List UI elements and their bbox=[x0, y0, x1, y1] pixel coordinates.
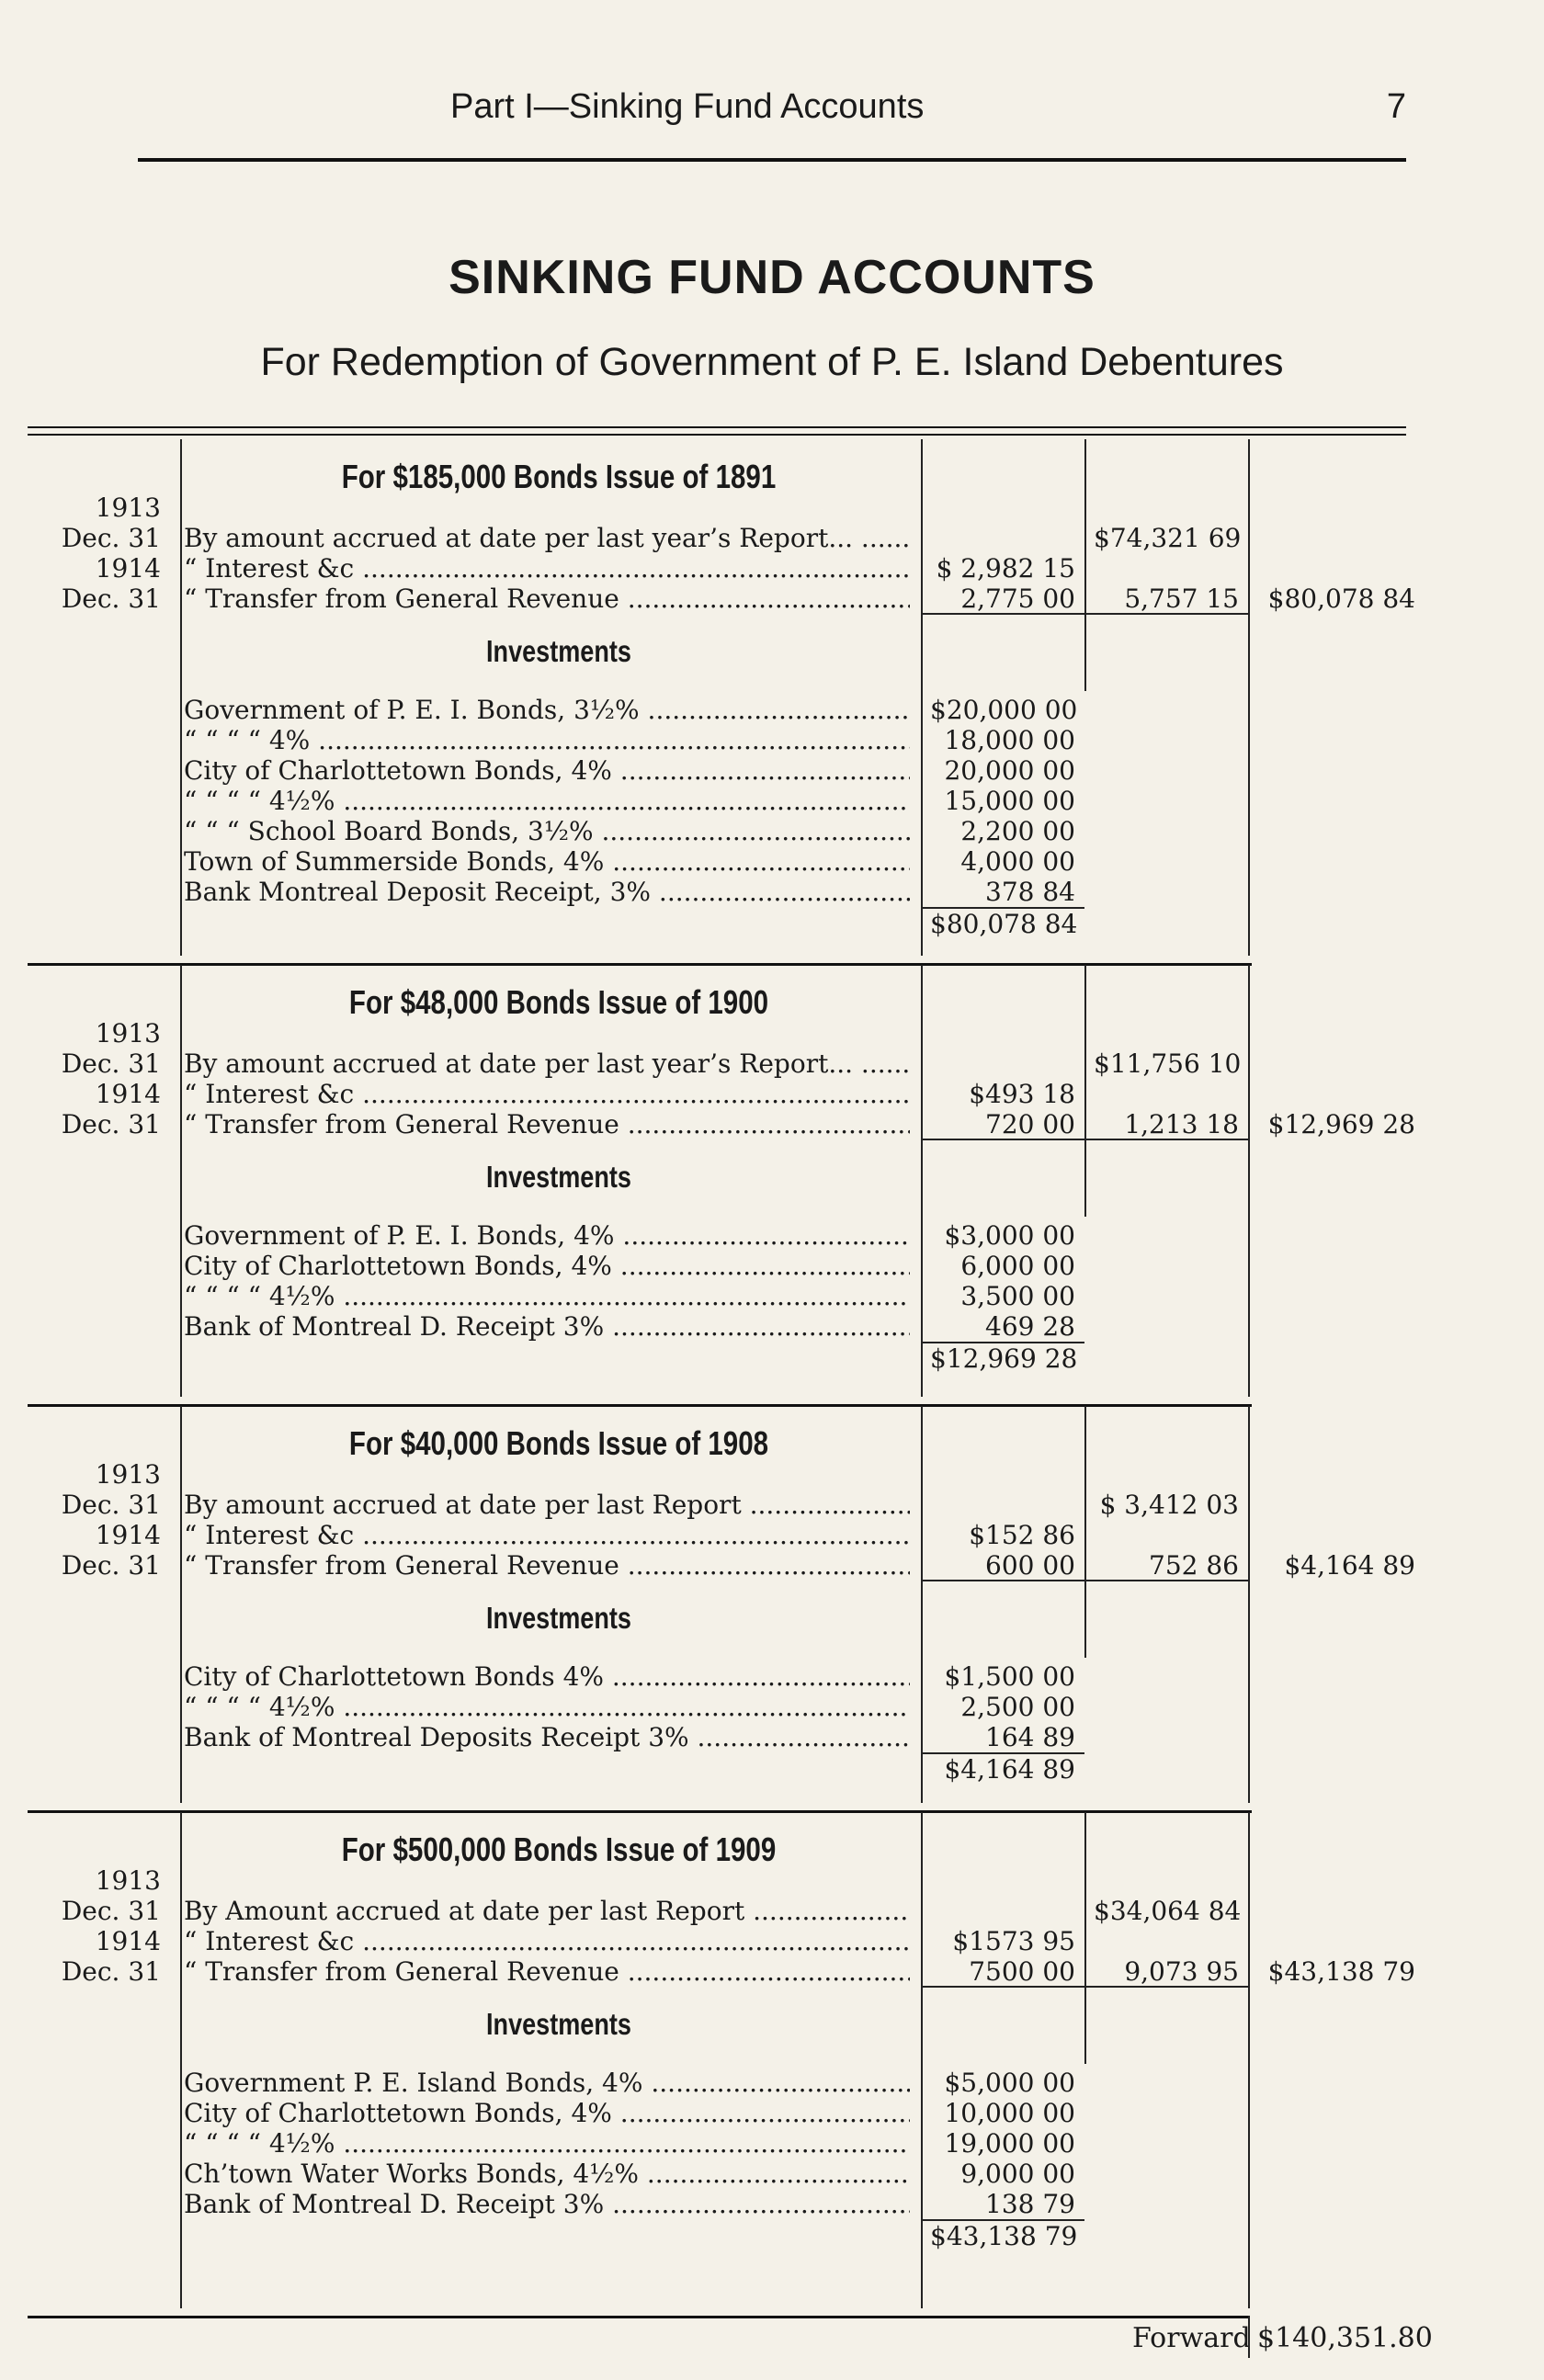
section-heading: For $40,000 Bonds Issue of 1908 bbox=[348, 1424, 769, 1462]
investment-description-text: “ “ “ “ 4½% bbox=[184, 2128, 335, 2159]
investment-amount: 3,500 00 bbox=[960, 1281, 1075, 1311]
leader-dots bbox=[310, 725, 910, 755]
investment-row bbox=[0, 2159, 1103, 2189]
entry-description bbox=[184, 1956, 910, 1987]
leader-dots bbox=[354, 553, 910, 584]
leader-dots bbox=[604, 1311, 910, 1342]
entry-description-text: “ Transfer from General Revenue bbox=[184, 1109, 619, 1139]
entry-description bbox=[184, 523, 910, 553]
investment-description bbox=[184, 1692, 910, 1722]
amount-col3: $80,078 84 bbox=[1267, 584, 1415, 614]
investment-description bbox=[184, 2159, 910, 2189]
amount-col3 bbox=[1257, 1520, 1415, 1550]
amount-col1: 600 00 bbox=[985, 1550, 1075, 1581]
entry-description-text: “ Interest &c bbox=[184, 1926, 355, 1956]
amount-col1: $1573 95 bbox=[952, 1926, 1075, 1956]
entry-description-text: “ Interest &c bbox=[184, 1520, 355, 1550]
amount-col1: $493 18 bbox=[969, 1079, 1075, 1109]
title-rule bbox=[28, 426, 1406, 428]
entry-date: 1914 bbox=[95, 1079, 161, 1109]
investment-amount: 6,000 00 bbox=[960, 1251, 1075, 1281]
investments-total: $4,164 89 bbox=[944, 1754, 1075, 1785]
amount-col3 bbox=[1257, 1048, 1415, 1079]
investment-amount: 2,500 00 bbox=[960, 1692, 1075, 1722]
entry-description bbox=[184, 1048, 910, 1079]
leader-dots bbox=[651, 877, 910, 907]
amount-col3 bbox=[1257, 1896, 1415, 1926]
entry-description bbox=[184, 553, 910, 584]
leader-dots bbox=[604, 2189, 910, 2219]
subtotal-rule bbox=[921, 1580, 1248, 1581]
leader-dots bbox=[335, 786, 910, 816]
rule-col3-left bbox=[1248, 1406, 1250, 1803]
leader-dots bbox=[335, 1692, 910, 1722]
investment-row bbox=[0, 846, 1103, 877]
entry-date: 1913 bbox=[95, 493, 161, 523]
running-header bbox=[138, 87, 1406, 152]
investment-description-text: “ “ “ “ 4½% bbox=[184, 1281, 335, 1311]
amount-col1: $152 86 bbox=[969, 1520, 1075, 1550]
amount-col2 bbox=[1094, 1520, 1239, 1550]
header-rule bbox=[138, 158, 1406, 162]
investment-description bbox=[184, 816, 910, 846]
amount-col1 bbox=[930, 523, 1075, 553]
investment-description-text: Town of Summerside Bonds, 4% bbox=[184, 846, 605, 877]
investments-total: $43,138 79 bbox=[930, 2221, 1078, 2251]
amount-col3 bbox=[1257, 1079, 1415, 1109]
investment-amount: 18,000 00 bbox=[944, 725, 1075, 755]
entry-description bbox=[184, 1550, 910, 1581]
leader-dots bbox=[594, 816, 910, 846]
investment-description-text: Bank Montreal Deposit Receipt, 3% bbox=[184, 877, 652, 907]
investment-amount: 2,200 00 bbox=[960, 816, 1075, 846]
investment-description bbox=[184, 2189, 910, 2219]
amount-col3: $12,969 28 bbox=[1267, 1109, 1415, 1139]
investment-description-text: Bank of Montreal D. Receipt 3% bbox=[184, 1311, 605, 1342]
investment-description-text: Bank of Montreal D. Receipt 3% bbox=[184, 2189, 605, 2219]
investment-row bbox=[0, 1251, 1103, 1281]
entry-description-text: “ Transfer from General Revenue bbox=[184, 584, 619, 614]
investments-heading: Investments bbox=[486, 634, 631, 668]
amount-col1 bbox=[930, 1048, 1075, 1079]
investment-amount: 378 84 bbox=[985, 877, 1075, 907]
leader-dots bbox=[619, 1109, 910, 1139]
investment-amount: 10,000 00 bbox=[944, 2098, 1075, 2128]
section-heading: For $48,000 Bonds Issue of 1900 bbox=[348, 983, 769, 1021]
investments-heading: Investments bbox=[486, 2007, 631, 2041]
entry-row bbox=[0, 1550, 1415, 1581]
entry-description bbox=[184, 1079, 910, 1109]
title-rule-2 bbox=[28, 434, 1406, 436]
entry-date: 1913 bbox=[95, 1865, 161, 1896]
amount-col3: $4,164 89 bbox=[1284, 1550, 1415, 1581]
amount-col3 bbox=[1257, 523, 1415, 553]
amount-col2: $74,321 69 bbox=[1094, 523, 1242, 553]
investments-total: $12,969 28 bbox=[930, 1343, 1078, 1374]
leader-dots bbox=[742, 1490, 910, 1520]
entry-description-text: “ Transfer from General Revenue bbox=[184, 1550, 619, 1581]
entry-row bbox=[0, 1079, 1406, 1109]
investment-description bbox=[184, 786, 910, 816]
investment-amount: $20,000 00 bbox=[930, 695, 1078, 725]
investment-description bbox=[184, 2128, 910, 2159]
investment-row bbox=[0, 786, 1103, 816]
amount-col1: 7500 00 bbox=[969, 1956, 1075, 1987]
amount-col2: 5,757 15 bbox=[1124, 584, 1239, 614]
entry-date: Dec. 31 bbox=[61, 1048, 161, 1079]
investment-row bbox=[0, 1311, 1103, 1342]
entry-row bbox=[0, 1926, 1406, 1956]
leader-dots bbox=[612, 1251, 910, 1281]
amount-col2 bbox=[1094, 1079, 1239, 1109]
amount-col1 bbox=[930, 1490, 1075, 1520]
entry-description-text: “ Transfer from General Revenue bbox=[184, 1956, 619, 1987]
investment-row bbox=[0, 725, 1103, 755]
entry-date: Dec. 31 bbox=[61, 523, 161, 553]
entry-date: 1914 bbox=[95, 553, 161, 584]
investment-row bbox=[0, 1722, 1103, 1752]
running-title: Part I—Sinking Fund Accounts bbox=[450, 87, 925, 126]
section-separator bbox=[28, 1404, 1252, 1407]
entry-row bbox=[0, 553, 1406, 584]
investment-row bbox=[0, 1281, 1103, 1311]
entry-description bbox=[184, 1896, 910, 1926]
leader-dots bbox=[689, 1722, 910, 1752]
entry-description-text: “ Interest &c bbox=[184, 553, 355, 584]
investment-description bbox=[184, 1281, 910, 1311]
investment-amount: 469 28 bbox=[985, 1311, 1075, 1342]
entry-row bbox=[0, 1109, 1415, 1139]
investment-description-text: Government of P. E. I. Bonds, 3½% bbox=[184, 695, 640, 725]
leader-dots bbox=[744, 1896, 910, 1926]
amount-col2: 1,213 18 bbox=[1124, 1109, 1239, 1139]
entry-row bbox=[0, 1956, 1415, 1987]
page-number: 7 bbox=[1386, 87, 1406, 126]
investment-description bbox=[184, 755, 910, 786]
leader-dots bbox=[853, 1048, 910, 1079]
leader-dots bbox=[619, 1550, 910, 1581]
entry-description bbox=[184, 1490, 910, 1520]
investment-description-text: Bank of Montreal Deposits Receipt 3% bbox=[184, 1722, 689, 1752]
entry-description-text: “ Interest &c bbox=[184, 1079, 355, 1109]
entry-description bbox=[184, 1520, 910, 1550]
rule-col3-left bbox=[1248, 1812, 1250, 2308]
investment-row bbox=[0, 1661, 1103, 1692]
investment-description-text: City of Charlottetown Bonds, 4% bbox=[184, 2098, 612, 2128]
entry-description bbox=[184, 584, 910, 614]
leader-dots bbox=[604, 1661, 910, 1692]
amount-col2: $ 3,412 03 bbox=[1099, 1490, 1239, 1520]
amount-col2 bbox=[1094, 1926, 1239, 1956]
investment-description-text: Government of P. E. I. Bonds, 4% bbox=[184, 1220, 615, 1251]
investment-description bbox=[184, 846, 910, 877]
investment-description-text: Ch’town Water Works Bonds, 4½% bbox=[184, 2159, 639, 2189]
leader-dots bbox=[639, 2159, 910, 2189]
leader-dots bbox=[619, 1956, 910, 1987]
amount-col1 bbox=[930, 1896, 1075, 1926]
leader-dots bbox=[619, 584, 910, 614]
leader-dots bbox=[335, 1281, 910, 1311]
subtotal-rule bbox=[921, 1139, 1248, 1140]
entry-description-text: By Amount accrued at date per last Report bbox=[184, 1896, 745, 1926]
investment-amount: $1,500 00 bbox=[944, 1661, 1075, 1692]
investment-description-text: City of Charlottetown Bonds 4% bbox=[184, 1661, 604, 1692]
entry-row bbox=[0, 584, 1415, 614]
entry-row bbox=[0, 1490, 1406, 1520]
leader-dots bbox=[604, 846, 910, 877]
rule-col1-left bbox=[921, 1812, 923, 2308]
section-heading: For $500,000 Bonds Issue of 1909 bbox=[341, 1830, 777, 1868]
investment-row bbox=[0, 2098, 1103, 2128]
leader-dots bbox=[612, 755, 910, 786]
amount-col3: $43,138 79 bbox=[1267, 1956, 1415, 1987]
entry-description bbox=[184, 1109, 910, 1139]
amount-col1: $ 2,982 15 bbox=[936, 553, 1075, 584]
investment-amount: 9,000 00 bbox=[960, 2159, 1075, 2189]
forward-label: Forward bbox=[1132, 2322, 1251, 2354]
entry-date: Dec. 31 bbox=[61, 1109, 161, 1139]
subtotal-rule bbox=[921, 1986, 1248, 1988]
amount-col3 bbox=[1257, 1490, 1415, 1520]
investment-row bbox=[0, 816, 1103, 846]
rule-col3-left bbox=[1248, 965, 1250, 1397]
entry-row bbox=[0, 1520, 1406, 1550]
section-separator bbox=[28, 2316, 1250, 2318]
investment-row bbox=[0, 2128, 1103, 2159]
investment-description-text: City of Charlottetown Bonds, 4% bbox=[184, 755, 612, 786]
investment-row bbox=[0, 2189, 1103, 2219]
section-heading: For $185,000 Bonds Issue of 1891 bbox=[341, 458, 777, 495]
investment-description bbox=[184, 1220, 910, 1251]
entry-date: 1914 bbox=[95, 1520, 161, 1550]
investment-row bbox=[0, 755, 1103, 786]
entry-date: Dec. 31 bbox=[61, 1490, 161, 1520]
entry-description-text: By amount accrued at date per last Report bbox=[184, 1490, 742, 1520]
entry-date: Dec. 31 bbox=[61, 584, 161, 614]
investment-row bbox=[0, 1220, 1103, 1251]
amount-col2: 752 86 bbox=[1149, 1550, 1239, 1581]
investment-description bbox=[184, 1251, 910, 1281]
entry-description bbox=[184, 1926, 910, 1956]
investment-amount: 15,000 00 bbox=[944, 786, 1075, 816]
investment-description bbox=[184, 695, 910, 725]
forward-divider bbox=[1248, 2316, 1250, 2358]
entry-row bbox=[0, 523, 1406, 553]
entry-description-text: By amount accrued at date per last year’s Report... bbox=[184, 523, 854, 553]
investment-description-text: Government P. E. Island Bonds, 4% bbox=[184, 2068, 643, 2098]
section-separator bbox=[28, 1810, 1252, 1813]
rule-desc-left bbox=[180, 1812, 182, 2308]
amount-col2: 9,073 95 bbox=[1124, 1956, 1239, 1987]
investment-amount: 19,000 00 bbox=[944, 2128, 1075, 2159]
investment-description bbox=[184, 1661, 910, 1692]
leader-dots bbox=[615, 1220, 910, 1251]
leader-dots bbox=[354, 1520, 910, 1550]
page-subtitle: For Redemption of Government of P. E. Island Debentures bbox=[260, 340, 1284, 384]
leader-dots bbox=[354, 1926, 910, 1956]
entry-date: Dec. 31 bbox=[61, 1550, 161, 1581]
investment-description bbox=[184, 1311, 910, 1342]
investment-description bbox=[184, 2098, 910, 2128]
leader-dots bbox=[612, 2098, 910, 2128]
amount-col2 bbox=[1094, 553, 1239, 584]
investment-description-text: “ “ “ “ 4½% bbox=[184, 1692, 335, 1722]
section-separator bbox=[28, 963, 1252, 966]
investment-description bbox=[184, 725, 910, 755]
entry-date: 1913 bbox=[95, 1459, 161, 1490]
investment-row bbox=[0, 877, 1103, 907]
investment-description-text: “ “ “ “ 4% bbox=[184, 725, 311, 755]
investment-amount: 138 79 bbox=[985, 2189, 1075, 2219]
amount-col2: $34,064 84 bbox=[1094, 1896, 1242, 1926]
investment-amount: 164 89 bbox=[985, 1722, 1075, 1752]
leader-dots bbox=[335, 2128, 910, 2159]
entry-date: Dec. 31 bbox=[61, 1956, 161, 1987]
entry-date: 1914 bbox=[95, 1926, 161, 1956]
investment-description-text: “ “ “ “ 4½% bbox=[184, 786, 335, 816]
leader-dots bbox=[642, 2068, 910, 2098]
amount-col2: $11,756 10 bbox=[1094, 1048, 1242, 1079]
entry-row bbox=[0, 1896, 1406, 1926]
amount-col1: 720 00 bbox=[985, 1109, 1075, 1139]
subtotal-rule bbox=[921, 613, 1248, 615]
investment-amount: $3,000 00 bbox=[944, 1220, 1075, 1251]
investment-amount: 20,000 00 bbox=[944, 755, 1075, 786]
leader-dots bbox=[640, 695, 910, 725]
investments-heading: Investments bbox=[486, 1601, 631, 1635]
amount-col3 bbox=[1257, 1926, 1415, 1956]
investment-description-text: “ “ “ School Board Bonds, 3½% bbox=[184, 816, 594, 846]
rule-col3-left bbox=[1248, 439, 1250, 956]
investment-row bbox=[0, 1692, 1103, 1722]
leader-dots bbox=[354, 1079, 910, 1109]
investments-heading: Investments bbox=[486, 1160, 631, 1194]
entry-date: 1913 bbox=[95, 1018, 161, 1048]
page-title: SINKING FUND ACCOUNTS bbox=[448, 251, 1096, 304]
investment-amount: 4,000 00 bbox=[960, 846, 1075, 877]
entry-row bbox=[0, 1048, 1406, 1079]
investments-total: $80,078 84 bbox=[930, 909, 1078, 939]
investment-description bbox=[184, 2068, 910, 2098]
amount-col1: 2,775 00 bbox=[960, 584, 1075, 614]
investment-amount: $5,000 00 bbox=[944, 2068, 1075, 2098]
investment-description bbox=[184, 1722, 910, 1752]
forward-value: $140,351.80 bbox=[1257, 2322, 1433, 2354]
investment-description-text: City of Charlottetown Bonds, 4% bbox=[184, 1251, 612, 1281]
investment-description bbox=[184, 877, 910, 907]
entry-description-text: By amount accrued at date per last year’s Report... bbox=[184, 1048, 854, 1079]
investment-row bbox=[0, 695, 1103, 725]
amount-col3 bbox=[1257, 553, 1415, 584]
investment-row bbox=[0, 2068, 1103, 2098]
entry-date: Dec. 31 bbox=[61, 1896, 161, 1926]
leader-dots bbox=[853, 523, 910, 553]
